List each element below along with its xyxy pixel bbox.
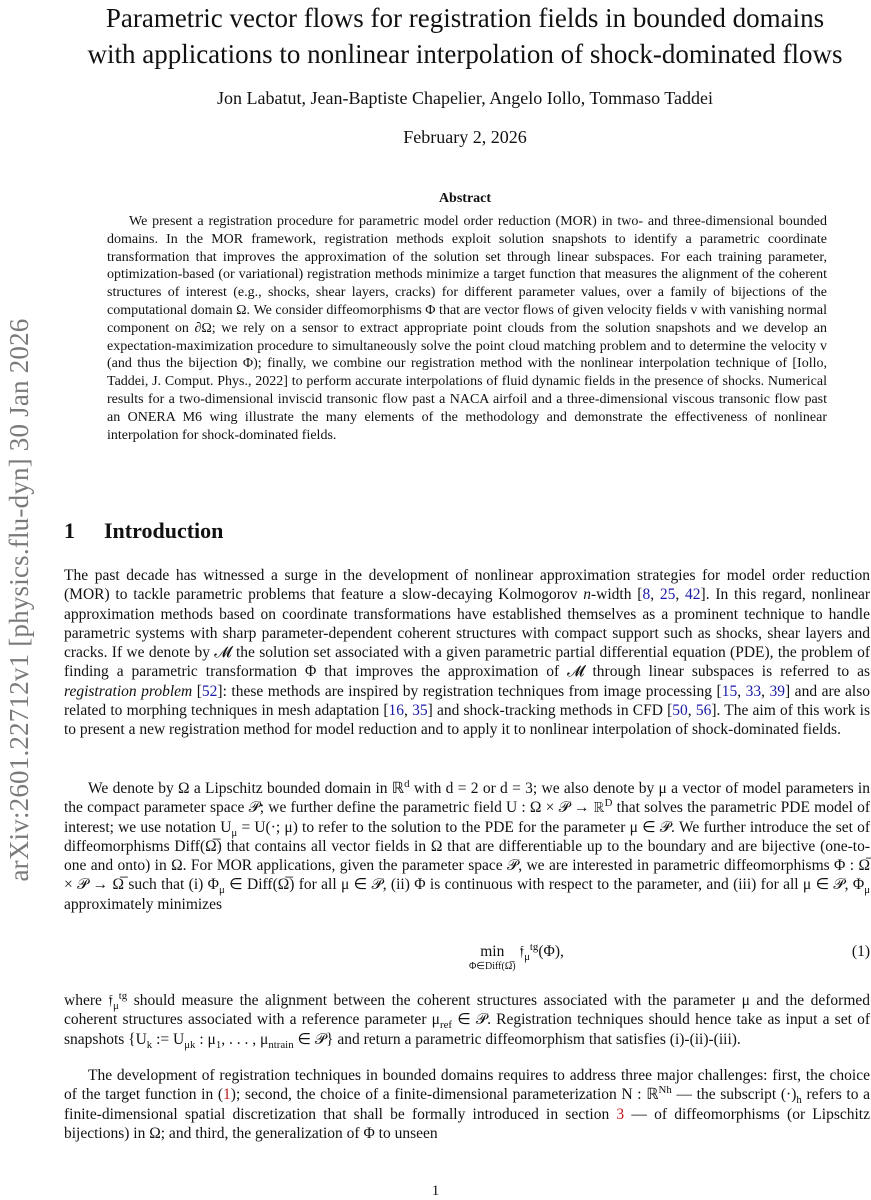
intro-paragraph-3: where 𝔣$_\mu^{tg}$ should measure the alignment between the coherent structures associated with the parameter μ and the deformed coherent structures associated with a reference parameter $\mu_{ref}$ ∈ 𝒫. Registration techniques should hence take as input a set of snapshots {$U_k$ := $U_{\mu k}$ : $\mu_1$, . . . , $\mu_{ntrain}$ ∈ 𝒫} and return a parametric diffeomorphism that satisfies (i)-(ii)-(iii). — [64, 989, 871, 1051]
citation-link[interactable]: 35 — [412, 702, 428, 720]
citation-link[interactable]: 56 — [695, 702, 712, 720]
abstract-heading: Abstract — [438, 191, 492, 206]
citation-link[interactable]: 33 — [745, 682, 762, 700]
citation-link[interactable]: 42 — [685, 586, 701, 604]
citation-link[interactable]: 8 — [642, 586, 651, 604]
intro-paragraph-2: We denote by Ω a Lipschitz bounded domain in ℝ$^d$ with d = 2 or d = 3; we also denote by μ a vector of model parameters in the compact parameter space 𝒫; we further define the parametric field U : Ω × 𝒫 → ℝ$^D$ that solves the parametric PDE model of interest; we use notation $U_\mu = U(\cdot$; μ) to refer to the solution to the PDE for the parameter μ ∈ 𝒫. We further introduce the set of diffeomorphisms Diff(Ω̅) that contains all vector fields in Ω that are differentiable up to the boundary and are bijective (one-to-one and onto) in Ω. For MOR applications, given the parameter space 𝒫, we are interested in parametric diffeomorphisms Φ : Ω̅ × 𝒫 → Ω̅ such that (i) $\Phi_\mu$ ∈ Diff(Ω̅) for all μ ∈ 𝒫, (ii) Φ is continuous with respect to the parameter, and (iii) for all μ ∈ 𝒫, $\Phi_\mu$ approximately minimizes — [64, 777, 871, 913]
citation-link[interactable]: 25 — [659, 586, 676, 604]
author-list: Jon Labatut, Jean-Baptiste Chapelier, Angelo Iollo, Tommaso Taddei — [217, 88, 713, 108]
equation-body: min Φ∈Diff(Ω̅) 𝔣$_\mu^{tg}$(Φ), — [469, 940, 564, 972]
intro-paragraph-4: The development of registration techniques in bounded domains requires to address three major challenges: first, the choice of the target function in (1); second, the choice of a finite-dimensional parameterization N : ℝ$^{Nh}$ — the subscript $(\cdot)_h$ refers to a finite-dimensional spatial discretization that shall be formally introduced in section 3 — of diffeomorphisms (or Lipschitz bijections) in Ω; and third, the generalization of Φ to unseen — [64, 1067, 870, 1142]
equation-1 — [64, 940, 870, 977]
citation-link[interactable]: 52 — [201, 682, 218, 700]
arxiv-side-stamp: arXiv:2601.22712v1 [physics.flu-dyn] 30 Jan 2026 — [4, 318, 34, 882]
title-line-1: Parametric vector flows for registration fields in bounded domains — [105, 3, 825, 33]
section-ref-link[interactable]: 3 — [616, 1105, 625, 1123]
section-title: Introduction — [104, 518, 224, 543]
intro-paragraph-1: The past decade has witnessed a surge in the development of nonlinear approximation strategies for model order reduction (MOR) to tackle parametric problems that feature a slow-decaying Kolmogorov n-width [8, 25, 42]. In this regard, nonlinear approximation methods based on coordinate transformations have established themselves as a prominent technique to handle parametric systems with sharp parameter-dependent coherent structures with compact support such as shocks, shear layers and cracks. If we denote by 𝓜 the solution set associated with a given parametric partial differential equation (PDE), the problem of finding a parametric transformation Φ that improves the approximation of 𝓜 through linear subspaces is referred to as registration problem [52]: these methods are inspired by registration techniques from image processing [15, 33, 39] and are also related to morphing techniques in mesh adaptation [16, 35] and shock-tracking methods in CFD [50, 56]. The aim of this work is to present a new registration method for model reduction and to apply it to nonlinear interpolation of shock-dominated fields. — [64, 567, 871, 739]
citation-link[interactable]: 16 — [388, 702, 405, 720]
title-line-2: with applications to nonlinear interpolation of shock-dominated flows — [87, 39, 843, 69]
section-heading — [64, 518, 223, 544]
section-number: 1 — [64, 518, 75, 543]
abstract-text: We present a registration procedure for parametric model order reduction (MOR) in two- and three-dimensional bounded domains. In the MOR framework, registration methods exploit solution snapshots to identify a parametric coordinate transformation that improves the approximation of the solution set through linear subspaces. For each training parameter, optimization-based (or variational) registration methods minimize a target function that measures the alignment of the coherent structures of interest (e.g., shocks, shear layers, cracks) for different parameter values, over a family of bijections of the computational domain Ω. We consider diffeomorphisms Φ that are vector flows of given velocity fields v with vanishing normal component on ∂Ω; we rely on a sensor to extract appropriate point clouds from the solution snapshots and we develop an expectation-maximization procedure to simultaneously solve the point cloud matching problem and to determine the velocity v (and thus the bijection Φ); finally, we combine our registration method with the nonlinear interpolation technique of [Iollo, Taddei, J. Comput. Phys., 2022] to perform accurate interpolations of fluid dynamic fields in the presence of shocks. Numerical results for a two-dimensional inviscid transonic flow past a NACA airfoil and a three-dimensional viscous transonic flow past an ONERA M6 wing illustrate the many elements of the methodology and demonstrate the effectiveness of nonlinear interpolation for shock-dominated fields. — [107, 214, 827, 443]
page-number: 1 — [431, 1183, 440, 1199]
equation-number: (1) — [851, 943, 870, 960]
publication-date: February 2, 2026 — [403, 127, 527, 147]
paper-title — [70, 0, 860, 72]
citation-link[interactable]: 50 — [672, 702, 688, 720]
equation-ref-link[interactable]: 1 — [223, 1086, 231, 1104]
citation-link[interactable]: 15 — [721, 682, 738, 700]
citation-link[interactable]: 39 — [769, 682, 785, 700]
